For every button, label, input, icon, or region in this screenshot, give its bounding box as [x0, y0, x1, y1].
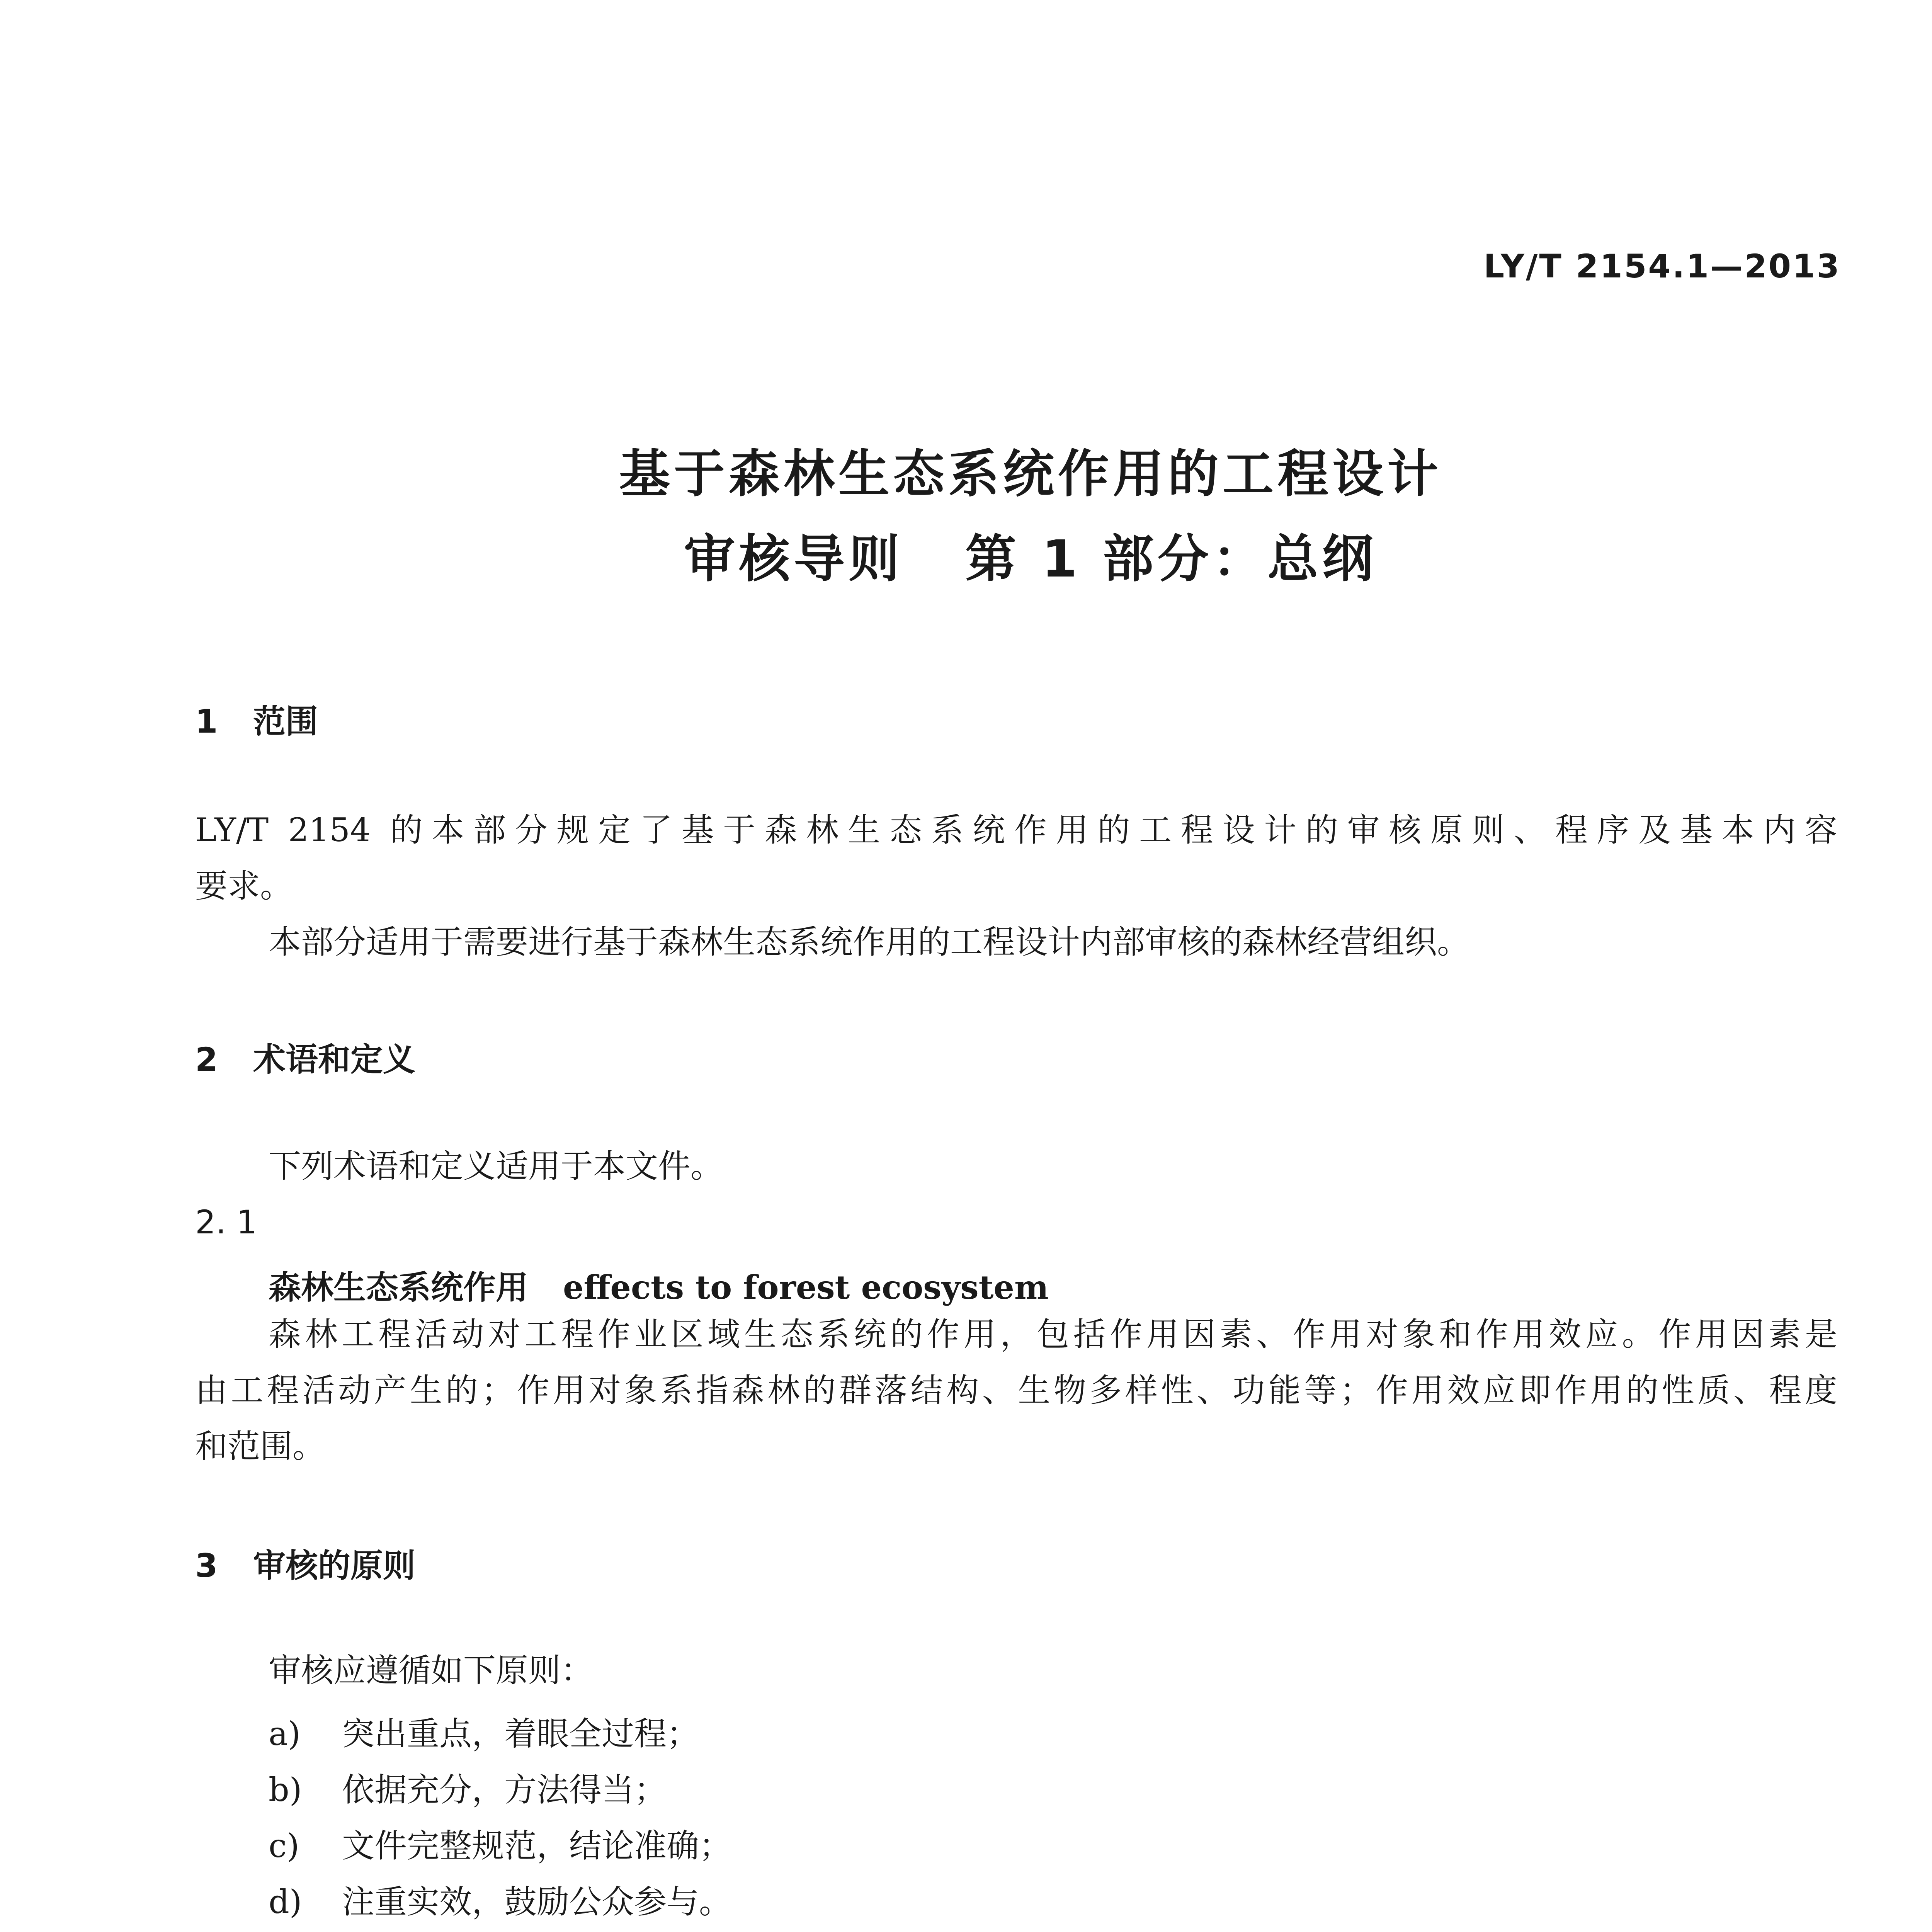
- list-item: [269, 1876, 731, 1923]
- term-english: effects to forest ecosystem: [563, 1268, 1049, 1306]
- document-title-line-2: [0, 518, 1932, 591]
- section-title: 范围: [253, 702, 318, 740]
- list-item-text: 注重实效，鼓励公众参与。: [342, 1883, 732, 1921]
- term-entry: [269, 1262, 1049, 1308]
- section-2-heading: [195, 1034, 415, 1080]
- list-item-label: b): [269, 1771, 302, 1809]
- list-item-text: 文件完整规范，结论准确；: [342, 1827, 732, 1865]
- section-3-heading: [195, 1540, 415, 1587]
- definition-line: 由工程活动产生的；作用对象系指森林的群落结构、生物多样性、功能等；作用效应即作用的性质、程度: [195, 1371, 1837, 1409]
- section-title: 术语和定义: [253, 1041, 416, 1078]
- list-item-text: 突出重点，着眼全过程；: [342, 1715, 699, 1753]
- section-number: 3: [195, 1547, 218, 1585]
- section-number: 1: [195, 702, 218, 740]
- list-item: [269, 1820, 731, 1867]
- section-1-paragraph-line: 要求。: [195, 867, 293, 905]
- title-part-1: 审核导则: [684, 529, 904, 589]
- list-item: [269, 1708, 699, 1755]
- definition-line: 森林工程活动对工程作业区域生态系统的作用，包括作用因素、作用对象和作用效应。作用因素是: [269, 1315, 1837, 1353]
- document-title-line-1: 基于森林生态系统作用的工程设计: [619, 444, 1442, 504]
- standard-number: LY/T 2154.1—2013: [1483, 247, 1841, 285]
- section-title: 审核的原则: [253, 1547, 416, 1585]
- section-1-paragraph: 本部分适用于需要进行基于森林生态系统作用的工程设计内部审核的森林经营组织。: [269, 923, 1470, 961]
- clause-number: 2. 1: [195, 1203, 257, 1241]
- section-3-intro: 审核应遵循如下原则：: [269, 1651, 594, 1689]
- definition-line: 和范围。: [195, 1427, 325, 1465]
- list-item-label: c): [269, 1827, 299, 1865]
- section-1-paragraph-line: LY/T 2154 的本部分规定了基于森林生态系统作用的工程设计的审核原则、程序及基本内容: [195, 811, 1837, 849]
- section-1-heading: [195, 696, 318, 742]
- section-number: 2: [195, 1041, 218, 1078]
- list-item-label: d): [269, 1883, 302, 1921]
- term-chinese: 森林生态系统作用: [269, 1269, 529, 1306]
- section-2-intro: 下列术语和定义适用于本文件。: [269, 1147, 723, 1185]
- list-item: [269, 1764, 667, 1811]
- title-part-2: 第 1 部分：总纲: [965, 529, 1377, 589]
- list-item-label: a): [269, 1715, 301, 1753]
- list-item-text: 依据充分，方法得当；: [342, 1771, 667, 1809]
